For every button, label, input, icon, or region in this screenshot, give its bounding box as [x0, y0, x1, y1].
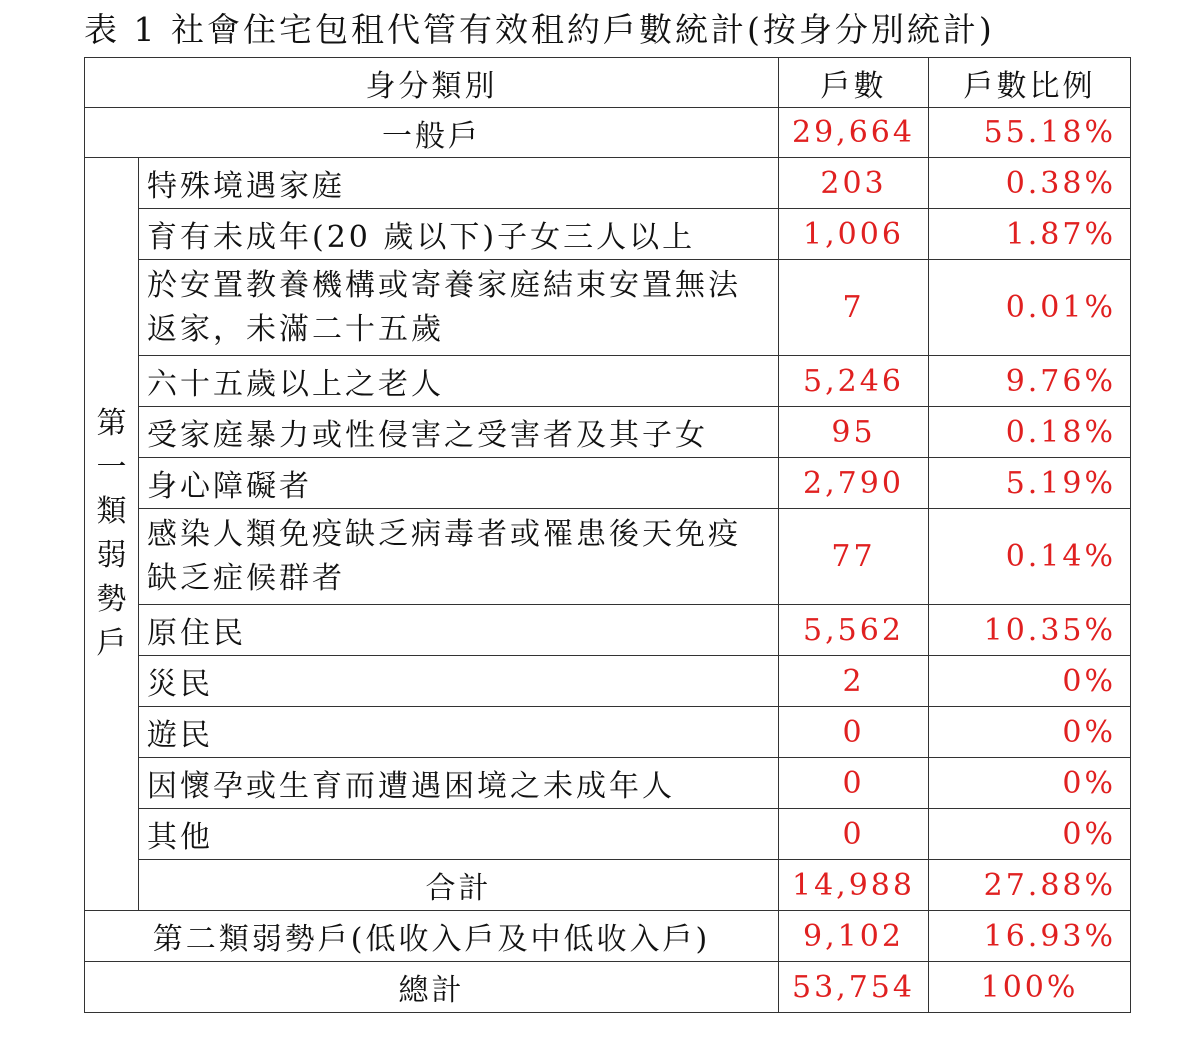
- header-category: 身分類別: [85, 58, 779, 108]
- group1-row: [85, 158, 1131, 209]
- group1-row-households: 5,562: [779, 605, 929, 656]
- group1-row-ratio: 10.35%: [929, 605, 1131, 656]
- group1-row-households: 0: [779, 758, 929, 809]
- group1-row: [85, 209, 1131, 260]
- group1-row-ratio: 0.38%: [929, 158, 1131, 209]
- group1-row: [85, 260, 1131, 356]
- general-households: 29,664: [779, 108, 929, 158]
- group1-row-label: 受家庭暴力或性侵害之受害者及其子女: [139, 407, 779, 458]
- group1-row-label: 災民: [139, 656, 779, 707]
- general-ratio: 55.18%: [929, 108, 1131, 158]
- group1-row-households: 0: [779, 707, 929, 758]
- table-title: 表 1 社會住宅包租代管有效租約戶數統計(按身分別統計): [84, 10, 995, 49]
- group1-row: [85, 356, 1131, 407]
- group1-row-label: 身心障礙者: [139, 458, 779, 509]
- group1-row-ratio: 0%: [929, 707, 1131, 758]
- group2-label: 第二類弱勢戶(低收入戶及中低收入戶): [85, 911, 779, 962]
- group1-row-label: 育有未成年(20 歲以下)子女三人以上: [139, 209, 779, 260]
- group1-side-text: 第一類弱勢戶: [96, 406, 127, 661]
- group1-row-label: 原住民: [139, 605, 779, 656]
- group2-ratio: 16.93%: [929, 911, 1131, 962]
- group1-row-label: 因懷孕或生育而遭遇困境之未成年人: [139, 758, 779, 809]
- group1-row: [85, 605, 1131, 656]
- header-row: [85, 58, 1131, 108]
- group1-row-ratio: 1.87%: [929, 209, 1131, 260]
- group1-row-label: 特殊境遇家庭: [139, 158, 779, 209]
- group1-row-households: 1,006: [779, 209, 929, 260]
- grand-total-row: [85, 962, 1131, 1013]
- header-ratio: 戶數比例: [929, 58, 1131, 108]
- group1-row: [85, 758, 1131, 809]
- group1-row-ratio: 0.18%: [929, 407, 1131, 458]
- group1-row-ratio: 0%: [929, 656, 1131, 707]
- group1-row-label: 遊民: [139, 707, 779, 758]
- general-row: [85, 108, 1131, 158]
- group1-row: [85, 458, 1131, 509]
- group1-row-households: 203: [779, 158, 929, 209]
- group1-row: [85, 509, 1131, 605]
- group1-row-households: 7: [779, 260, 929, 356]
- grand-total-households: 53,754: [779, 962, 929, 1013]
- group1-subtotal-ratio: 27.88%: [929, 860, 1131, 911]
- group1-subtotal-row: [85, 860, 1131, 911]
- group1-row-label: 六十五歲以上之老人: [139, 356, 779, 407]
- group1-row-households: 77: [779, 509, 929, 605]
- group1-row-households: 5,246: [779, 356, 929, 407]
- group1-row: [85, 707, 1131, 758]
- group1-subtotal-households: 14,988: [779, 860, 929, 911]
- header-households: 戶數: [779, 58, 929, 108]
- group1-row-ratio: 5.19%: [929, 458, 1131, 509]
- group1-row-ratio: 0.14%: [929, 509, 1131, 605]
- group1-row-ratio: 0%: [929, 758, 1131, 809]
- group1-row-ratio: 0%: [929, 809, 1131, 860]
- group1-row-ratio: 9.76%: [929, 356, 1131, 407]
- group1-row-ratio: 0.01%: [929, 260, 1131, 356]
- group1-side-label: [85, 158, 139, 911]
- grand-total-label: 總計: [85, 962, 779, 1013]
- grand-total-ratio: 100%: [929, 962, 1131, 1013]
- group1-row-label: 感染人類免疫缺乏病毒者或罹患後天免疫缺乏症候群者: [139, 509, 779, 605]
- group1-row: [85, 656, 1131, 707]
- group1-row: [85, 407, 1131, 458]
- group1-row-households: 0: [779, 809, 929, 860]
- group1-row-households: 2: [779, 656, 929, 707]
- group1-row-label: 於安置教養機構或寄養家庭結束安置無法返家，未滿二十五歲: [139, 260, 779, 356]
- group1-subtotal-label: 合計: [139, 860, 779, 911]
- group1-row-households: 95: [779, 407, 929, 458]
- group1-row: [85, 809, 1131, 860]
- general-label: 一般戶: [85, 108, 779, 158]
- group1-row-label: 其他: [139, 809, 779, 860]
- group2-households: 9,102: [779, 911, 929, 962]
- group2-row: [85, 911, 1131, 962]
- statistics-table: [84, 57, 1131, 1013]
- group1-row-households: 2,790: [779, 458, 929, 509]
